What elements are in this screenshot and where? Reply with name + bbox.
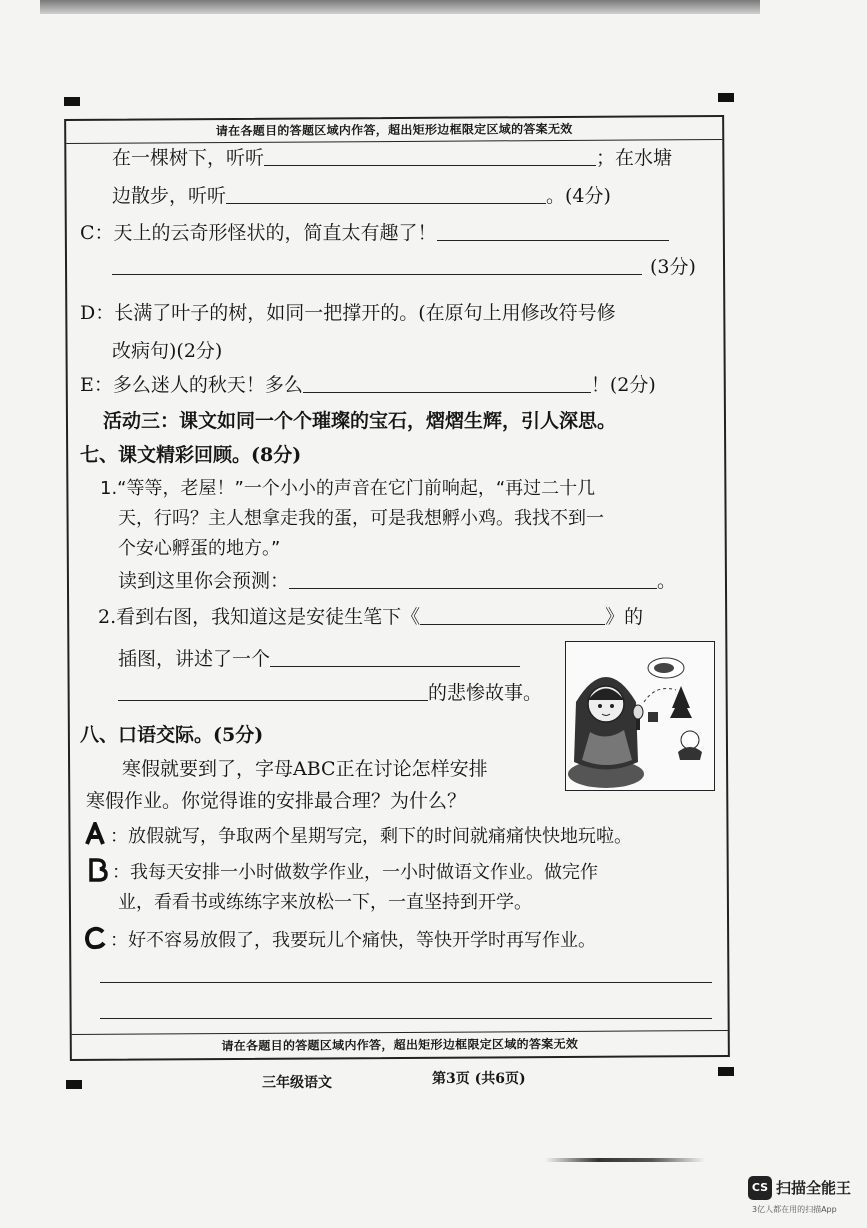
question-e-end: ！(2分) [590,374,656,396]
b-line1-end: ；在水塘 [596,147,673,169]
b-line2-text: 边散步，听听 [112,185,227,207]
option-b-line1 [86,858,598,886]
option-c [84,926,596,954]
question-e-text: E：多么迷人的秋天！多么 [80,374,303,396]
letter-c-icon [84,926,106,950]
answer-blank[interactable] [303,372,591,393]
answer-area-notice-top: 请在各题目的答题区域内作答，超出矩形边框限定区域的答案无效 [66,119,722,144]
answer-blank[interactable] [437,220,669,241]
letter-a-icon [84,822,106,846]
question-c-score: (3分) [650,256,696,278]
question-d-line2: 改病句)(2分) [112,340,223,362]
b-line1-text: 在一棵树下，听听 [112,147,265,169]
camscanner-tagline: 3亿人都在用的扫描App [752,1205,837,1214]
section-seven-q2-line1 [98,604,643,630]
answer-area-notice-bottom: 请在各题目的答题区域内作答，超出矩形边框限定区域的答案无效 [72,1030,728,1055]
question-e [80,372,656,398]
answer-blank[interactable] [118,680,428,701]
b-line2-end: 。(4分) [546,185,611,207]
answer-blank[interactable] [264,145,596,166]
question-c [80,220,669,246]
footer-subject: 三年级语文 [262,1075,332,1091]
q2-line2-text: 插图，讲述了一个 [118,648,271,670]
answer-blank[interactable] [420,604,605,625]
answer-writing-line[interactable] [100,1018,712,1019]
alignment-marker [64,97,80,106]
scan-smudge [545,1158,705,1162]
q2-line3-end: 的悲惨故事。 [428,682,543,704]
section-seven-q2-line3 [118,680,542,706]
prediction-end: 。 [657,570,677,592]
question-d-line1: D：长满了叶子的树，如同一把撑开的。(在原句上用修改符号修 [80,302,616,324]
section-seven-q1-prompt [118,568,676,594]
option-b-line2: 业，看看书或练练字来放松一下，一直坚持到开学。 [118,892,532,913]
answer-blank[interactable] [270,646,520,667]
q2-end: 》的 [605,606,644,628]
alignment-marker [66,1080,82,1089]
option-b-text1: ：我每天安排一小时做数学作业，一小时做语文作业。做完作 [112,862,598,883]
story-illustration [565,641,715,791]
activity-three-heading: 活动三：课文如同一个个璀璨的宝石，熠熠生辉，引人深思。 [103,410,617,432]
q2-text: 2.看到右图，我知道这是安徒生笔下《 [98,606,421,628]
section-seven-q2-line2 [118,646,520,672]
letter-b-icon [86,858,108,882]
scan-edge-shadow [40,0,760,14]
b-continuation-line1 [112,145,672,171]
match-girl-image [566,642,714,790]
footer-page-number: 第3页 (共6页) [432,1071,526,1087]
alignment-marker [718,93,734,102]
prediction-prompt: 读到这里你会预测： [118,570,290,592]
camscanner-name: 扫描全能王 [776,1179,852,1197]
section-eight-title: 八、口语交际。(5分) [80,724,264,746]
answer-blank[interactable] [289,568,657,589]
alignment-marker [718,1067,734,1076]
answer-blank[interactable] [112,254,642,275]
section-eight-intro2: 寒假作业。你觉得谁的安排最合理？为什么？ [86,790,467,812]
b-continuation-line2 [112,183,611,209]
section-seven-q1-line2: 天，行吗？主人想拿走我的蛋，可是我想孵小鸡。我找不到一 [118,508,604,529]
section-seven-title: 七、课文精彩回顾。(8分) [80,444,302,466]
answer-blank[interactable] [226,183,546,204]
option-a-text: ：放假就写，争取两个星期写完，剩下的时间就痛痛快快地玩啦。 [110,826,632,847]
section-seven-q1-line1: 1.“等等，老屋！”一个小小的声音在它门前响起，“再过二十几 [100,478,596,499]
option-c-text: ：好不容易放假了，我要玩儿个痛快，等快开学时再写作业。 [110,930,596,951]
answer-writing-line[interactable] [100,982,712,983]
question-c-line2 [112,254,696,280]
option-a [84,822,632,850]
question-c-text: C：天上的云奇形怪状的，简直太有趣了！ [80,222,437,244]
camscanner-logo: CS [748,1176,772,1200]
section-seven-q1-line3: 个安心孵蛋的地方。” [118,538,281,559]
section-eight-intro1: 寒假就要到了，字母ABC正在讨论怎样安排 [122,758,488,780]
